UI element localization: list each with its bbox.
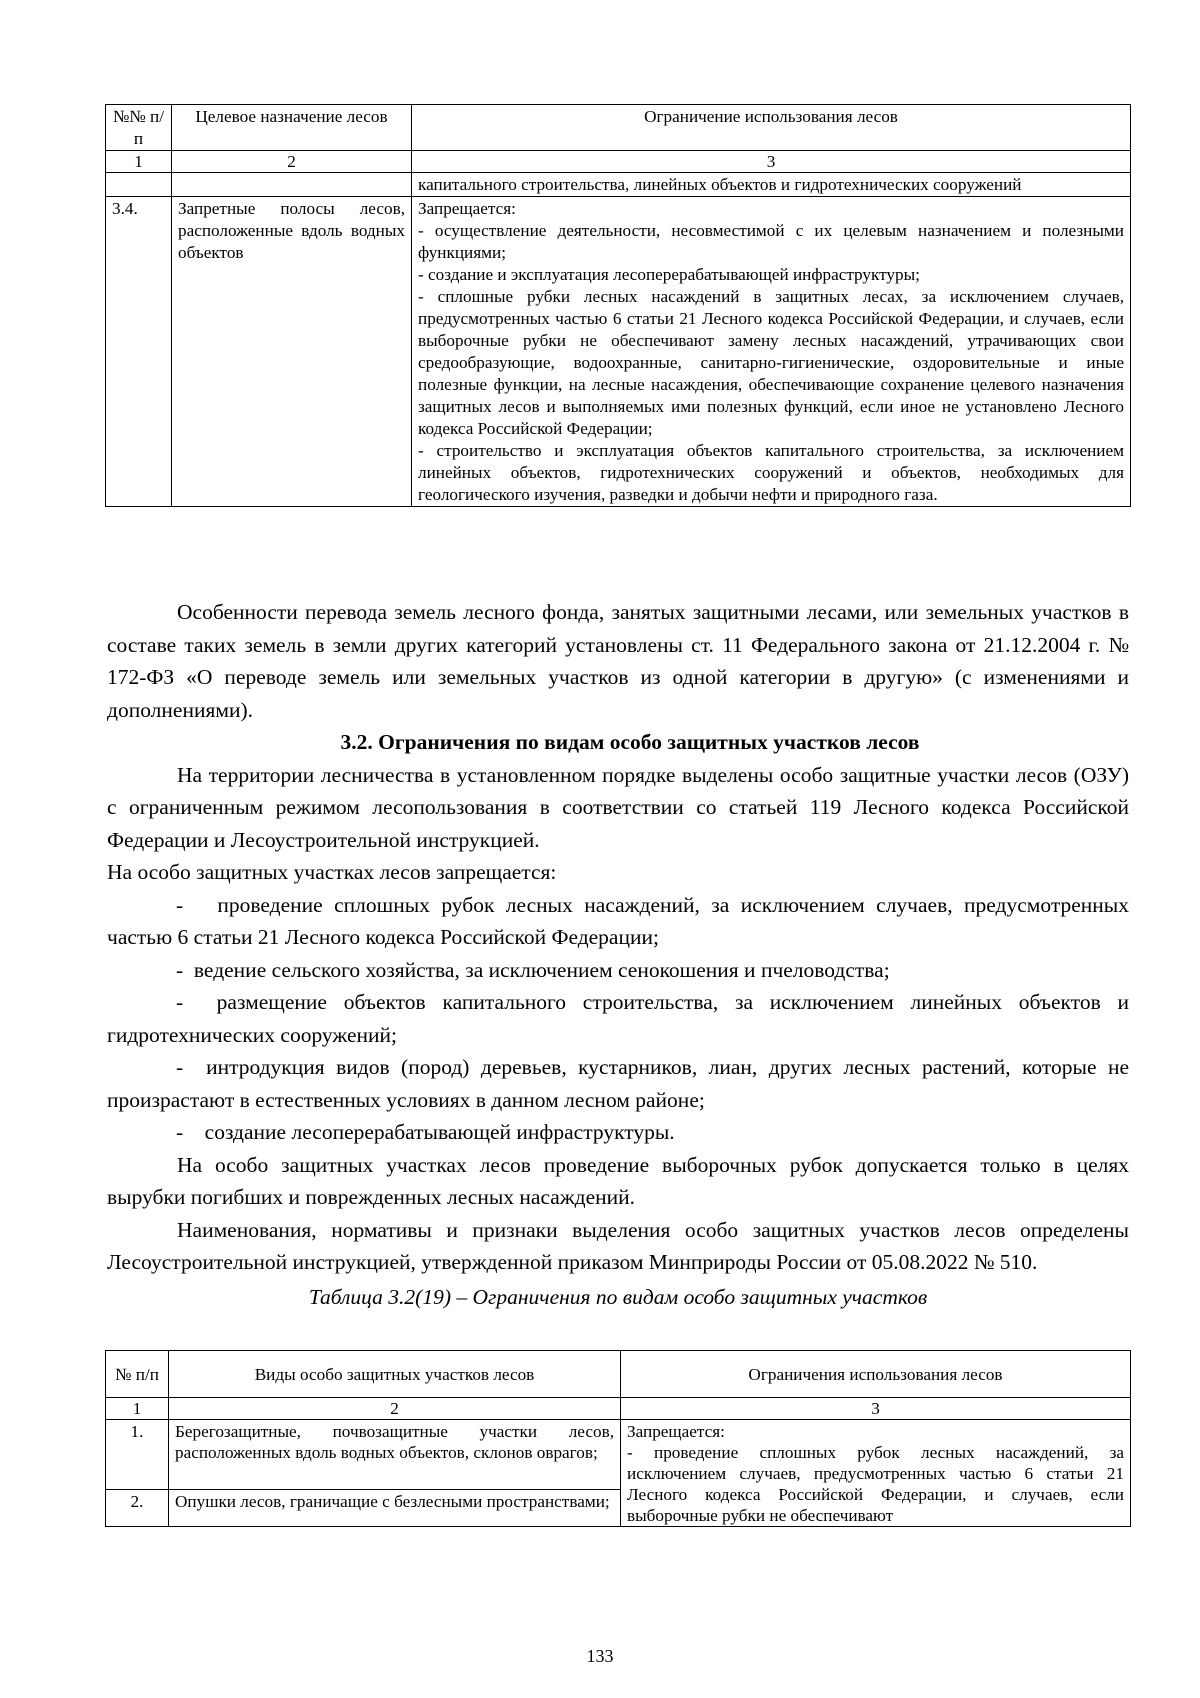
row-purpose: Запретные полосы лесов, расположенные вдоль водных объектов bbox=[172, 197, 412, 507]
header-number: №№ п/п bbox=[106, 105, 172, 151]
table-header-row bbox=[106, 105, 1131, 151]
row-type: Опушки лесов, граничащие с безлесными пространствами; bbox=[169, 1490, 621, 1527]
paragraph: На особо защитных участках лесов запрещается: bbox=[107, 860, 557, 884]
row-restrictions bbox=[412, 197, 1131, 507]
paragraph: На территории лесничества в установленном порядке выделены особо защитные участки лесов (ОЗУ) с ограниченным режимом лесопользования в соответствии со статьей 119 Лесного кодекса Российской Федерации и Лесоустроительной инструкцией. bbox=[107, 762, 1129, 852]
header-restriction: Ограничение использования лесов bbox=[412, 105, 1131, 151]
row-number: 1. bbox=[106, 1420, 169, 1490]
column-number: 1 bbox=[106, 1398, 169, 1420]
column-number: 2 bbox=[172, 151, 412, 173]
restrictions-table-continued bbox=[105, 104, 1131, 507]
header-number: № п/п bbox=[106, 1351, 169, 1398]
continuation-cell: капитального строительства, линейных объектов и гидротехнических сооружений bbox=[412, 173, 1131, 197]
header-type: Виды особо защитных участков лесов bbox=[169, 1351, 621, 1398]
restriction-item: - сплошные рубки лесных насаждений в защитных лесах, за исключением случаев, предусмотренных частью 6 статьи 21 Лесного кодекса Российской Федерации, и случаев, если выборочные рубки не обеспечивают замену лесных насаждений, утрачивающих свои средообразующие, водоохранные, санитарно-гигиенические, оздоровительные и иные полезные функции, на лесные насаждения, обеспечивающие сохранение целевого назначения защитных лесов и выполняемых ими полезных функций, если иное не установлено Лесного кодекса Российской Федерации; bbox=[418, 287, 1124, 438]
paragraph: Наименования, нормативы и признаки выделения особо защитных участков лесов определены Лесоустроительной инструкцией, утвержденной приказом Минприроды России от 05.08.2022 № 510. bbox=[107, 1217, 1129, 1274]
table-row bbox=[106, 197, 1131, 507]
ozu-restrictions-table bbox=[105, 1350, 1131, 1527]
column-number-row bbox=[106, 1398, 1131, 1420]
column-number: 2 bbox=[169, 1398, 621, 1420]
column-number: 3 bbox=[412, 151, 1131, 173]
restriction-item: - создание и эксплуатация лесоперерабатывающей инфраструктуры; bbox=[418, 265, 920, 284]
table-header-row bbox=[106, 1351, 1131, 1398]
row-type: Берегозащитные, почвозащитные участки лесов, расположенных вдоль водных объектов, склонов оврагов; bbox=[169, 1420, 621, 1490]
list-item: - интродукция видов (пород) деревьев, кустарников, лиан, других лесных растений, которые не произрастают в естественных условиях в данном лесном районе; bbox=[107, 1055, 1135, 1112]
list-item: - ведение сельского хозяйства, за исключением сенокошения и пчеловодства; bbox=[176, 957, 890, 982]
table-row bbox=[106, 1420, 1131, 1490]
column-number-row bbox=[106, 151, 1131, 173]
row-number: 2. bbox=[106, 1490, 169, 1527]
row-restriction: Запрещается: - проведение сплошных рубок лесных насаждений, за исключением случаев, предусмотренных частью 6 статьи 21 Лесного кодекса Российской Федерации, и случаев, если выборочные рубки не обеспечивают bbox=[621, 1420, 1131, 1527]
column-number: 3 bbox=[621, 1398, 1131, 1420]
paragraph: На особо защитных участках лесов проведение выборочных рубок допускается только в целях вырубки погибших и поврежденных лесных насаждений. bbox=[107, 1152, 1129, 1209]
body-text bbox=[107, 596, 1135, 1313]
column-number: 1 bbox=[106, 151, 172, 173]
header-restriction: Ограничения использования лесов bbox=[621, 1351, 1131, 1398]
section-heading: 3.2. Ограничения по видам особо защитных участков лесов bbox=[340, 730, 920, 754]
table-row bbox=[106, 173, 1131, 197]
restriction-item: - строительство и эксплуатация объектов капитального строительства, за исключением линейных объектов, гидротехнических сооружений и объектов, необходимых для геологического изучения, разведки и добычи нефти и природного газа. bbox=[418, 441, 1124, 504]
list-item: - проведение сплошных рубок лесных насаждений, за исключением случаев, предусмотренных частью 6 статьи 21 Лесного кодекса Российской Федерации; bbox=[107, 892, 1135, 949]
list-item: - размещение объектов капитального строительства, за исключением линейных объектов и гидротехнических сооружений; bbox=[107, 990, 1135, 1047]
page-number: 133 bbox=[586, 1646, 614, 1666]
table-caption: Таблица 3.2(19) – Ограничения по видам особо защитных участков bbox=[308, 1284, 928, 1309]
restriction-intro: Запрещается: bbox=[418, 199, 516, 218]
paragraph: Особенности перевода земель лесного фонда, занятых защитными лесами, или земельных участков в составе таких земель в земли других категорий установлены ст. 11 Федерального закона от 21.12.2004 г. № 172-ФЗ «О переводе земель или земельных участков из одной категории в другую» (с изменениями и дополнениями). bbox=[107, 600, 1129, 722]
header-purpose: Целевое назначение лесов bbox=[172, 105, 412, 151]
restriction-item: - осуществление деятельности, несовместимой с их целевым назначением и полезными функциями; bbox=[418, 221, 1124, 262]
list-item: - создание лесоперерабатывающей инфраструктуры. bbox=[176, 1120, 675, 1144]
row-number: 3.4. bbox=[106, 197, 172, 507]
